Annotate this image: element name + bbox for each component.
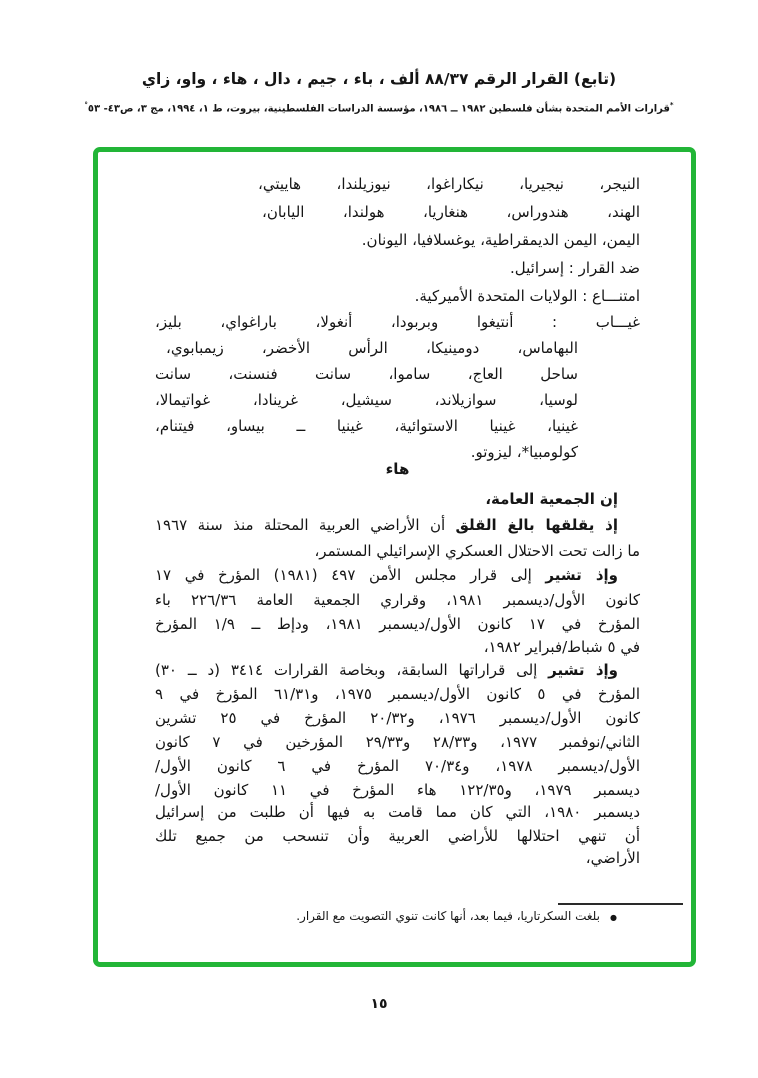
text-line: اليمن، اليمن الديمقراطية، يوغسلافيا، اليونان. (361, 231, 640, 249)
text-line: الثاني/نوفمبر ١٩٧٧، و٢٨/٣٣ و٢٩/٣٣ المؤرخين في ٧ كانون (155, 733, 640, 751)
text-line: لوسيا، سوازيلاند، سيشيل، غرينادا، غواتيمالا، (155, 391, 578, 409)
text-line: غينيا، غينيا الاستوائية، غينيا ــ بيساو، فيتنام، (155, 417, 578, 435)
page-number: ١٥ (370, 996, 388, 1012)
text-line: ديسمبر ١٩٧٩، و١٢٢/٣٥ هاء المؤرخ في ١١ كانون الأول/ (155, 781, 641, 799)
text-line: أن تنهي احتلالها للأراضي العربية وأن تنسحب من جميع تلك (155, 827, 640, 845)
text-line: هاء (385, 460, 410, 478)
source-footnote-marker-end: ° (84, 101, 88, 109)
footnote-text: بلغت السكرتاريا، فيما بعد، أنها كانت تنوي التصويت مع القرار. (296, 909, 600, 923)
text-line: كانون الأول/ديسمبر ١٩٨١، وقراري الجمعية العامة ٢٢٦/٣٦ باء (155, 591, 640, 609)
text-line: ما زالت تحت الاحتلال العسكري الإسرائيلي المستمر، (314, 542, 640, 560)
text-line: امتنـــاع : الولايات المتحدة الأميركية. (414, 287, 640, 305)
text-line: إن الجمعية العامة، (485, 490, 618, 508)
source-line-text: قرارات الأمم المتحدة بشأن فلسطين ١٩٨٢ ــ ١٩٨٦، مؤسسة الدراسات الفلسطينية، بيروت، ط ١، ١٩٩٤، مج ٣، ص٤٣- ٥٣ (87, 103, 670, 115)
text-line: الهند، هندوراس، هنغاريا، هولندا، اليابان، (262, 203, 640, 221)
page-source-line (0, 101, 758, 114)
text-line: وإذ تشير إلى قرار مجلس الأمن ٤٩٧ (١٩٨١) المؤرخ في ١٧ (155, 566, 618, 584)
text-line: المؤرخ في ٥ كانون الأول/ديسمبر ١٩٧٥، و٦١/٣١ المؤرخ في ٩ (155, 685, 641, 703)
text-line: ضد القرار : إسرائيل. (510, 259, 640, 277)
text-line: ساحل العاج، ساموا، سانت فنسنت، سانت (155, 365, 578, 383)
source-footnote-marker-start: * (669, 101, 674, 109)
page-title: (تابع) القرار الرقم ٨٨/٣٧ ألف ، باء ، جيم ، دال ، هاء ، واو، زاي (141, 70, 617, 88)
text-line: إذ يقلقها بالغ القلق أن الأراضي العربية المحتلة منذ سنة ١٩٦٧ (155, 516, 618, 534)
text-line: ديسمبر ١٩٨٠، التي كان مما قامت به فيها أن طلبت من إسرائيل (155, 803, 640, 821)
footnote-rule (558, 903, 683, 905)
text-line: المؤرخ في ١٧ كانون الأول/ديسمبر ١٩٨١، ودإط ــ ١/٩ المؤرخ (155, 615, 641, 633)
text-line: في ٥ شباط/فبراير ١٩٨٢، (483, 638, 640, 656)
text-line: البهاماس، دومينيكا، الرأس الأخضر، زيمبابوي، (166, 339, 578, 357)
footnote-bullet: ● (610, 913, 617, 922)
text-line: كولومبيا*، ليزوتو. (470, 443, 578, 461)
text-line: النيجر، نيجيريا، نيكاراغوا، نيوزيلندا، هاييتي، (258, 175, 640, 193)
text-line: كانون الأول/ديسمبر ١٩٧٦، و٢٠/٣٢ المؤرخ في ٢٥ تشرين (155, 709, 640, 727)
text-line: الأراضي، (585, 849, 640, 867)
text-line: وإذ تشير إلى قراراتها السابقة، وبخاصة القرارات ٣٤١٤ (د ــ ٣٠) (155, 661, 618, 679)
text-line: الأول/ديسمبر ١٩٧٨، و٧٠/٣٤ المؤرخ في ٦ كانون الأول/ (155, 757, 640, 775)
text-line: غيـــاب : أنتيغوا وبربودا، أنغولا، باراغواي، بليز، (155, 313, 640, 331)
